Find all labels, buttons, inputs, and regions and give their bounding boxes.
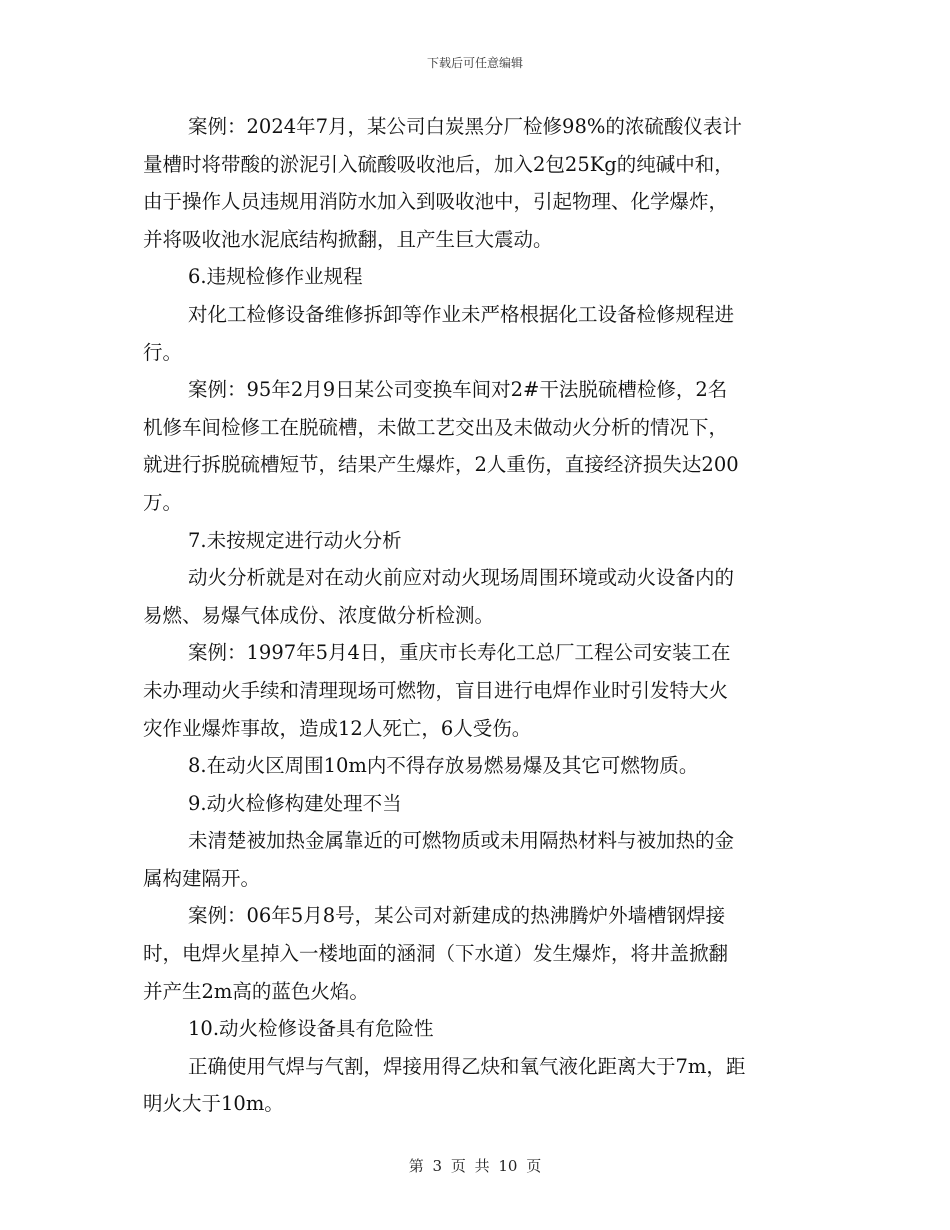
paragraph-line: 并产生2m高的蓝色火焰。 [143,979,369,1003]
paragraph-line: 正确使用气焊与气割，焊接用得乙炔和氧气液化距离大于7m，距 [188,1054,746,1078]
section-heading: 9.动火检修构建处理不当 [188,791,402,815]
section-heading: 7.未按规定进行动火分析 [188,528,402,552]
paragraph-line: 机修车间检修工在脱硫槽，未做工艺交出及未做动火分析的情况下， [143,415,729,439]
paragraph-line: 万。 [143,490,183,514]
paragraph-line: 动火分析就是对在动火前应对动火现场周围环境或动火设备内的 [188,566,735,590]
paragraph-line: 案例：95年2月9日某公司变换车间对2#干法脱硫槽检修，2名 [188,378,728,402]
paragraph-line: 对化工检修设备维修拆卸等作业未严格根据化工设备检修规程进 [188,302,735,326]
page-footer: 第 3 页 共 10 页 [408,1157,542,1175]
paragraph-line: 时，电焊火星掉入一楼地面的涵洞（下水道）发生爆炸，将井盖掀翻 [143,942,729,966]
page-header: 下载后可任意编辑 [426,56,523,70]
paragraph-line: 并将吸收池水泥底结构掀翻，且产生巨大震动。 [143,227,553,251]
paragraph-line: 属构建隔开。 [143,866,261,890]
paragraph-line: 由于操作人员违规用消防水加入到吸收池中，引起物理、化学爆炸， [143,190,729,214]
paragraph-line: 明火大于10m。 [143,1092,284,1116]
document-body [143,108,805,1123]
section-heading: 8.在动火区周围10m内不得存放易燃易爆及其它可燃物质。 [188,754,699,778]
section-heading: 6.违规检修作业规程 [188,265,363,289]
paragraph-line: 未清楚被加热金属靠近的可燃物质或未用隔热材料与被加热的金 [188,829,735,853]
paragraph-line: 行。 [143,340,183,364]
section-heading: 10.动火检修设备具有危险性 [188,1017,434,1041]
paragraph-line: 量槽时将带酸的淤泥引入硫酸吸收池后，加入2包25Kg的纯碱中和， [143,152,734,176]
paragraph-line: 就进行拆脱硫槽短节，结果产生爆炸，2人重伤，直接经济损失达200 [143,453,739,477]
paragraph-line: 灾作业爆炸事故，造成12人死亡，6人受伤。 [143,716,532,740]
paragraph-line: 易燃、易爆气体成份、浓度做分析检测。 [143,603,495,627]
paragraph-line: 案例：2024年7月，某公司白炭黑分厂检修98%的浓硫酸仪表计 [188,115,742,138]
paragraph-line: 案例：1997年5月4日，重庆市长寿化工总厂工程公司安装工在 [188,641,731,665]
paragraph-line: 未办理动火手续和清理现场可燃物，盲目进行电焊作业时引发特大火 [143,678,729,702]
paragraph-line: 案例：06年5月8号，某公司对新建成的热沸腾炉外墙槽钢焊接 [188,904,726,928]
